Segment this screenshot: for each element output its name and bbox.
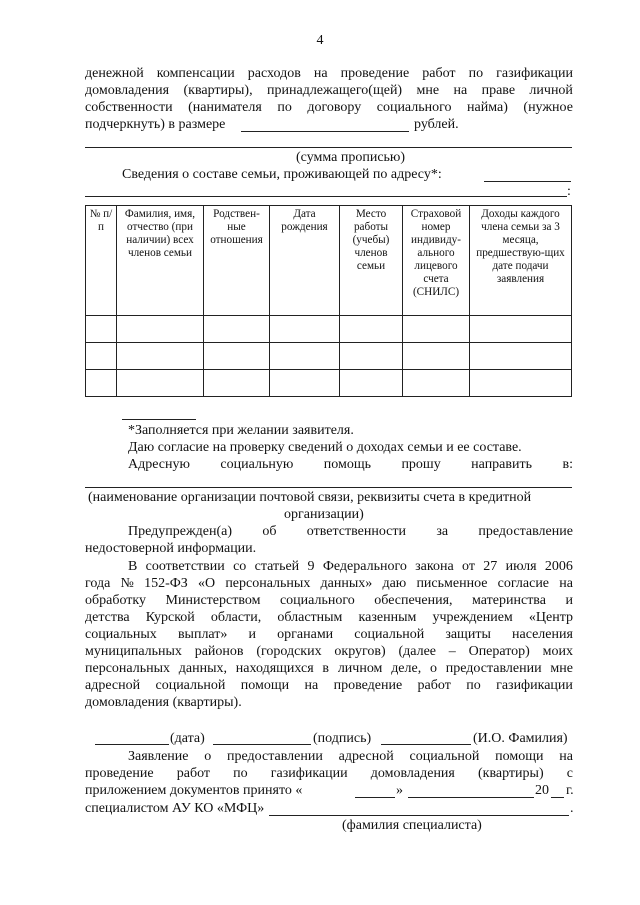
word: находящихся: [235, 661, 314, 676]
word: предоставление: [478, 524, 573, 539]
word: детства: [85, 610, 130, 625]
table-header-row: [86, 206, 572, 316]
table-cell[interactable]: [470, 343, 572, 370]
word: проведение: [340, 66, 410, 81]
word: Федерального: [322, 559, 407, 574]
org-caption-1: (наименование организации почтовой связи, реквизиты счета в кредитной: [88, 490, 532, 505]
word: социального: [376, 100, 452, 115]
table-cell[interactable]: [117, 343, 204, 370]
table-row[interactable]: [86, 343, 572, 370]
word: (городских: [256, 644, 322, 659]
word: денежной: [85, 66, 144, 81]
word: –: [448, 644, 456, 659]
table-cell[interactable]: [86, 343, 117, 370]
word: письменное: [416, 576, 488, 591]
table-cell[interactable]: [204, 370, 270, 397]
word: «О: [198, 576, 216, 591]
table-cell[interactable]: [403, 343, 470, 370]
word: Предупрежден(а): [128, 524, 233, 539]
name-label: (И.О. Фамилия): [473, 731, 568, 746]
law-line-6: [85, 643, 573, 660]
word: социального: [279, 593, 355, 608]
accepted-year-field[interactable]: [551, 797, 564, 798]
law-line-2: [85, 575, 573, 592]
word: (нанимателя: [188, 100, 262, 115]
word: «Центр: [528, 610, 573, 625]
word: социальной: [409, 749, 480, 764]
word: газификации: [270, 766, 348, 781]
word: собственности: [85, 100, 173, 115]
law-line-4: [85, 609, 573, 626]
word: работ: [176, 766, 211, 781]
table-cell[interactable]: [340, 343, 403, 370]
word: года: [85, 576, 111, 591]
word: праве: [481, 83, 516, 98]
word: Оператор): [468, 644, 530, 659]
address-colon: :: [567, 184, 571, 199]
word: о: [204, 749, 212, 764]
word: в:: [562, 457, 573, 472]
word: работ: [417, 678, 451, 693]
word: Курской: [145, 610, 195, 625]
warning-line-1: [128, 523, 573, 540]
word: работ: [422, 66, 456, 81]
word: обеспечения,: [374, 593, 453, 608]
family-heading: Сведения о составе семьи, проживающей по адресу*:: [122, 167, 442, 182]
table-cell[interactable]: [470, 370, 572, 397]
word: личном: [337, 661, 383, 676]
intro-line-2: [85, 82, 573, 99]
word: домовладения: [370, 766, 455, 781]
word: 2006: [544, 559, 573, 574]
signature-label: (подпись): [313, 731, 372, 746]
family-table: [85, 205, 572, 397]
table-cell[interactable]: [340, 316, 403, 343]
word: газификации: [496, 678, 573, 693]
word: данных,: [178, 661, 228, 676]
footnote-separator: [122, 419, 196, 420]
word: закона: [415, 559, 454, 574]
accepted-line-4-prefix: специалистом АУ КО «МФЦ»: [85, 801, 265, 816]
word: со: [233, 559, 247, 574]
table-header-cell: Доходы каждого члена семьи за 3 месяца, предшествую-щих дате подачи заявления: [470, 206, 572, 316]
word: проведение: [85, 766, 154, 781]
word: на: [313, 66, 328, 81]
word: Адресную: [128, 457, 190, 472]
accepted-line-4-end: .: [570, 801, 574, 816]
word: соответствии: [145, 559, 225, 574]
word: социальную: [220, 457, 294, 472]
table-cell[interactable]: [117, 316, 204, 343]
word: помощи: [495, 749, 544, 764]
intro-line-4-suffix: рублей.: [414, 117, 459, 132]
word: договору: [307, 100, 362, 115]
accepted-year-prefix: 20: [535, 783, 549, 798]
word: и: [248, 627, 257, 642]
word: согласие: [497, 576, 550, 591]
table-header-cell: Родствен-ные отношения: [204, 206, 270, 316]
word: (нужное: [523, 100, 573, 115]
table-cell[interactable]: [204, 316, 270, 343]
word: 152-ФЗ: [144, 576, 188, 591]
table-header-cell: Фамилия, имя, отчество (при наличии) всех членов семьи: [117, 206, 204, 316]
accepted-quote-close: »: [396, 783, 403, 798]
word: предоставлении: [445, 661, 542, 676]
word: данных»: [320, 576, 373, 591]
word: персональных: [85, 661, 171, 676]
address-field-2[interactable]: [85, 196, 567, 197]
word: об: [262, 524, 277, 539]
table-cell[interactable]: [340, 370, 403, 397]
table-row[interactable]: [86, 316, 572, 343]
word: по: [466, 678, 481, 693]
word: выплат»: [177, 627, 228, 642]
word: домовладения: [85, 83, 170, 98]
word: на: [559, 576, 573, 591]
word: по: [468, 66, 484, 81]
consent-text: Даю согласие на проверку сведений о доходах семьи и ее составе.: [128, 440, 522, 455]
word: направить: [471, 457, 533, 472]
word: деле,: [391, 661, 422, 676]
word: В: [128, 559, 138, 574]
word: на: [453, 83, 468, 98]
word: органами: [277, 627, 334, 642]
law-line-9: домовладения (квартиры).: [85, 695, 242, 710]
word: персональных: [225, 576, 311, 591]
organization-field[interactable]: [85, 487, 572, 488]
word: (квартиры): [478, 766, 544, 781]
word: принадлежащего(щей): [267, 83, 403, 98]
word: по: [233, 766, 248, 781]
word: социальной: [155, 678, 226, 693]
name-field[interactable]: [381, 744, 471, 745]
intro-line-1: [85, 65, 573, 82]
word: (далее: [398, 644, 437, 659]
word: помощи: [240, 678, 290, 693]
table-header-cell: № п/п: [86, 206, 117, 316]
word: казенным: [358, 610, 417, 625]
word: мне: [550, 661, 573, 676]
table-cell[interactable]: [270, 370, 340, 397]
warning-line-2: недостоверной информации.: [85, 541, 257, 556]
intro-line-3: [85, 99, 573, 116]
word: социальной: [354, 627, 425, 642]
table-cell[interactable]: [86, 370, 117, 397]
word: даю: [382, 576, 407, 591]
word: областным: [277, 610, 343, 625]
table-cell[interactable]: [270, 316, 340, 343]
word: газификации: [496, 66, 573, 81]
law-line-3: [85, 592, 573, 609]
word: прошу: [401, 457, 441, 472]
accepted-line-1: [128, 748, 573, 765]
table-cell[interactable]: [117, 370, 204, 397]
word: статьей: [254, 559, 300, 574]
table-cell[interactable]: [270, 343, 340, 370]
word: расходов: [247, 66, 301, 81]
word: населения: [511, 627, 573, 642]
page-number: 4: [316, 33, 324, 48]
word: помощь: [323, 457, 371, 472]
date-label: (дата): [170, 731, 205, 746]
table-cell[interactable]: [204, 343, 270, 370]
word: с: [566, 766, 573, 781]
table-header-cell: Страховой номер индивиду-ального лицевого счета (СНИЛС): [403, 206, 470, 316]
word: 27: [483, 559, 498, 574]
specialist-caption: (фамилия специалиста): [342, 818, 482, 833]
amount-field[interactable]: [241, 131, 409, 132]
word: учреждением: [432, 610, 513, 625]
word: муниципальных: [85, 644, 182, 659]
table-cell[interactable]: [470, 316, 572, 343]
law-line-5: [85, 626, 573, 643]
accepted-line-2: [85, 765, 573, 782]
date-field[interactable]: [95, 744, 169, 745]
address-field-1[interactable]: [484, 181, 571, 182]
amount-words-field[interactable]: [85, 147, 572, 148]
accepted-day-field[interactable]: [355, 797, 395, 798]
word: материнства: [472, 593, 546, 608]
word: июля: [505, 559, 537, 574]
word: мне: [416, 83, 440, 98]
word: Министерством: [165, 593, 261, 608]
word: в: [322, 661, 330, 676]
word: от: [462, 559, 475, 574]
word: на: [559, 749, 573, 764]
law-line-7: [85, 660, 573, 677]
word: округов): [334, 644, 386, 659]
word: обработку: [85, 593, 146, 608]
law-line-8: [85, 677, 573, 694]
footnote: *Заполняется при желании заявителя.: [128, 423, 354, 438]
word: адресной: [338, 749, 394, 764]
table-cell[interactable]: [86, 316, 117, 343]
word: предоставлении: [227, 749, 323, 764]
word: личной: [529, 83, 573, 98]
word: найма): [467, 100, 508, 115]
word: о: [430, 661, 437, 676]
word: моих: [542, 644, 573, 659]
word: защиты: [445, 627, 491, 642]
intro-line-4-prefix: подчеркнуть) в размере: [85, 117, 226, 132]
word: и: [565, 593, 573, 608]
table-header-cell: Дата рождения: [270, 206, 340, 316]
table-cell[interactable]: [403, 370, 470, 397]
table-header-cell: Место работы (учебы) членов семьи: [340, 206, 403, 316]
word: 9: [307, 559, 315, 574]
send-line: [128, 456, 573, 473]
law-line-1: [128, 558, 573, 575]
word: №: [120, 576, 134, 591]
accepted-line-3-prefix: приложением документов принято «: [85, 783, 303, 798]
word: районов: [194, 644, 244, 659]
word: адресной: [85, 678, 141, 693]
sum-caption: (сумма прописью): [296, 150, 406, 165]
word: компенсации: [156, 66, 235, 81]
accepted-month-field[interactable]: [408, 797, 534, 798]
signature-field[interactable]: [213, 744, 311, 745]
table-row[interactable]: [86, 370, 572, 397]
specialist-field[interactable]: [269, 815, 569, 816]
word: (квартиры),: [183, 83, 253, 98]
word: социальных: [85, 627, 157, 642]
word: области,: [210, 610, 262, 625]
word: ответственности: [306, 524, 406, 539]
word: Заявление: [128, 749, 189, 764]
word: на: [304, 678, 319, 693]
word: за: [436, 524, 449, 539]
accepted-year-suffix: г.: [566, 783, 574, 798]
word: проведение: [333, 678, 403, 693]
table-cell[interactable]: [403, 316, 470, 343]
org-caption-2: организации): [284, 507, 364, 522]
word: по: [277, 100, 292, 115]
